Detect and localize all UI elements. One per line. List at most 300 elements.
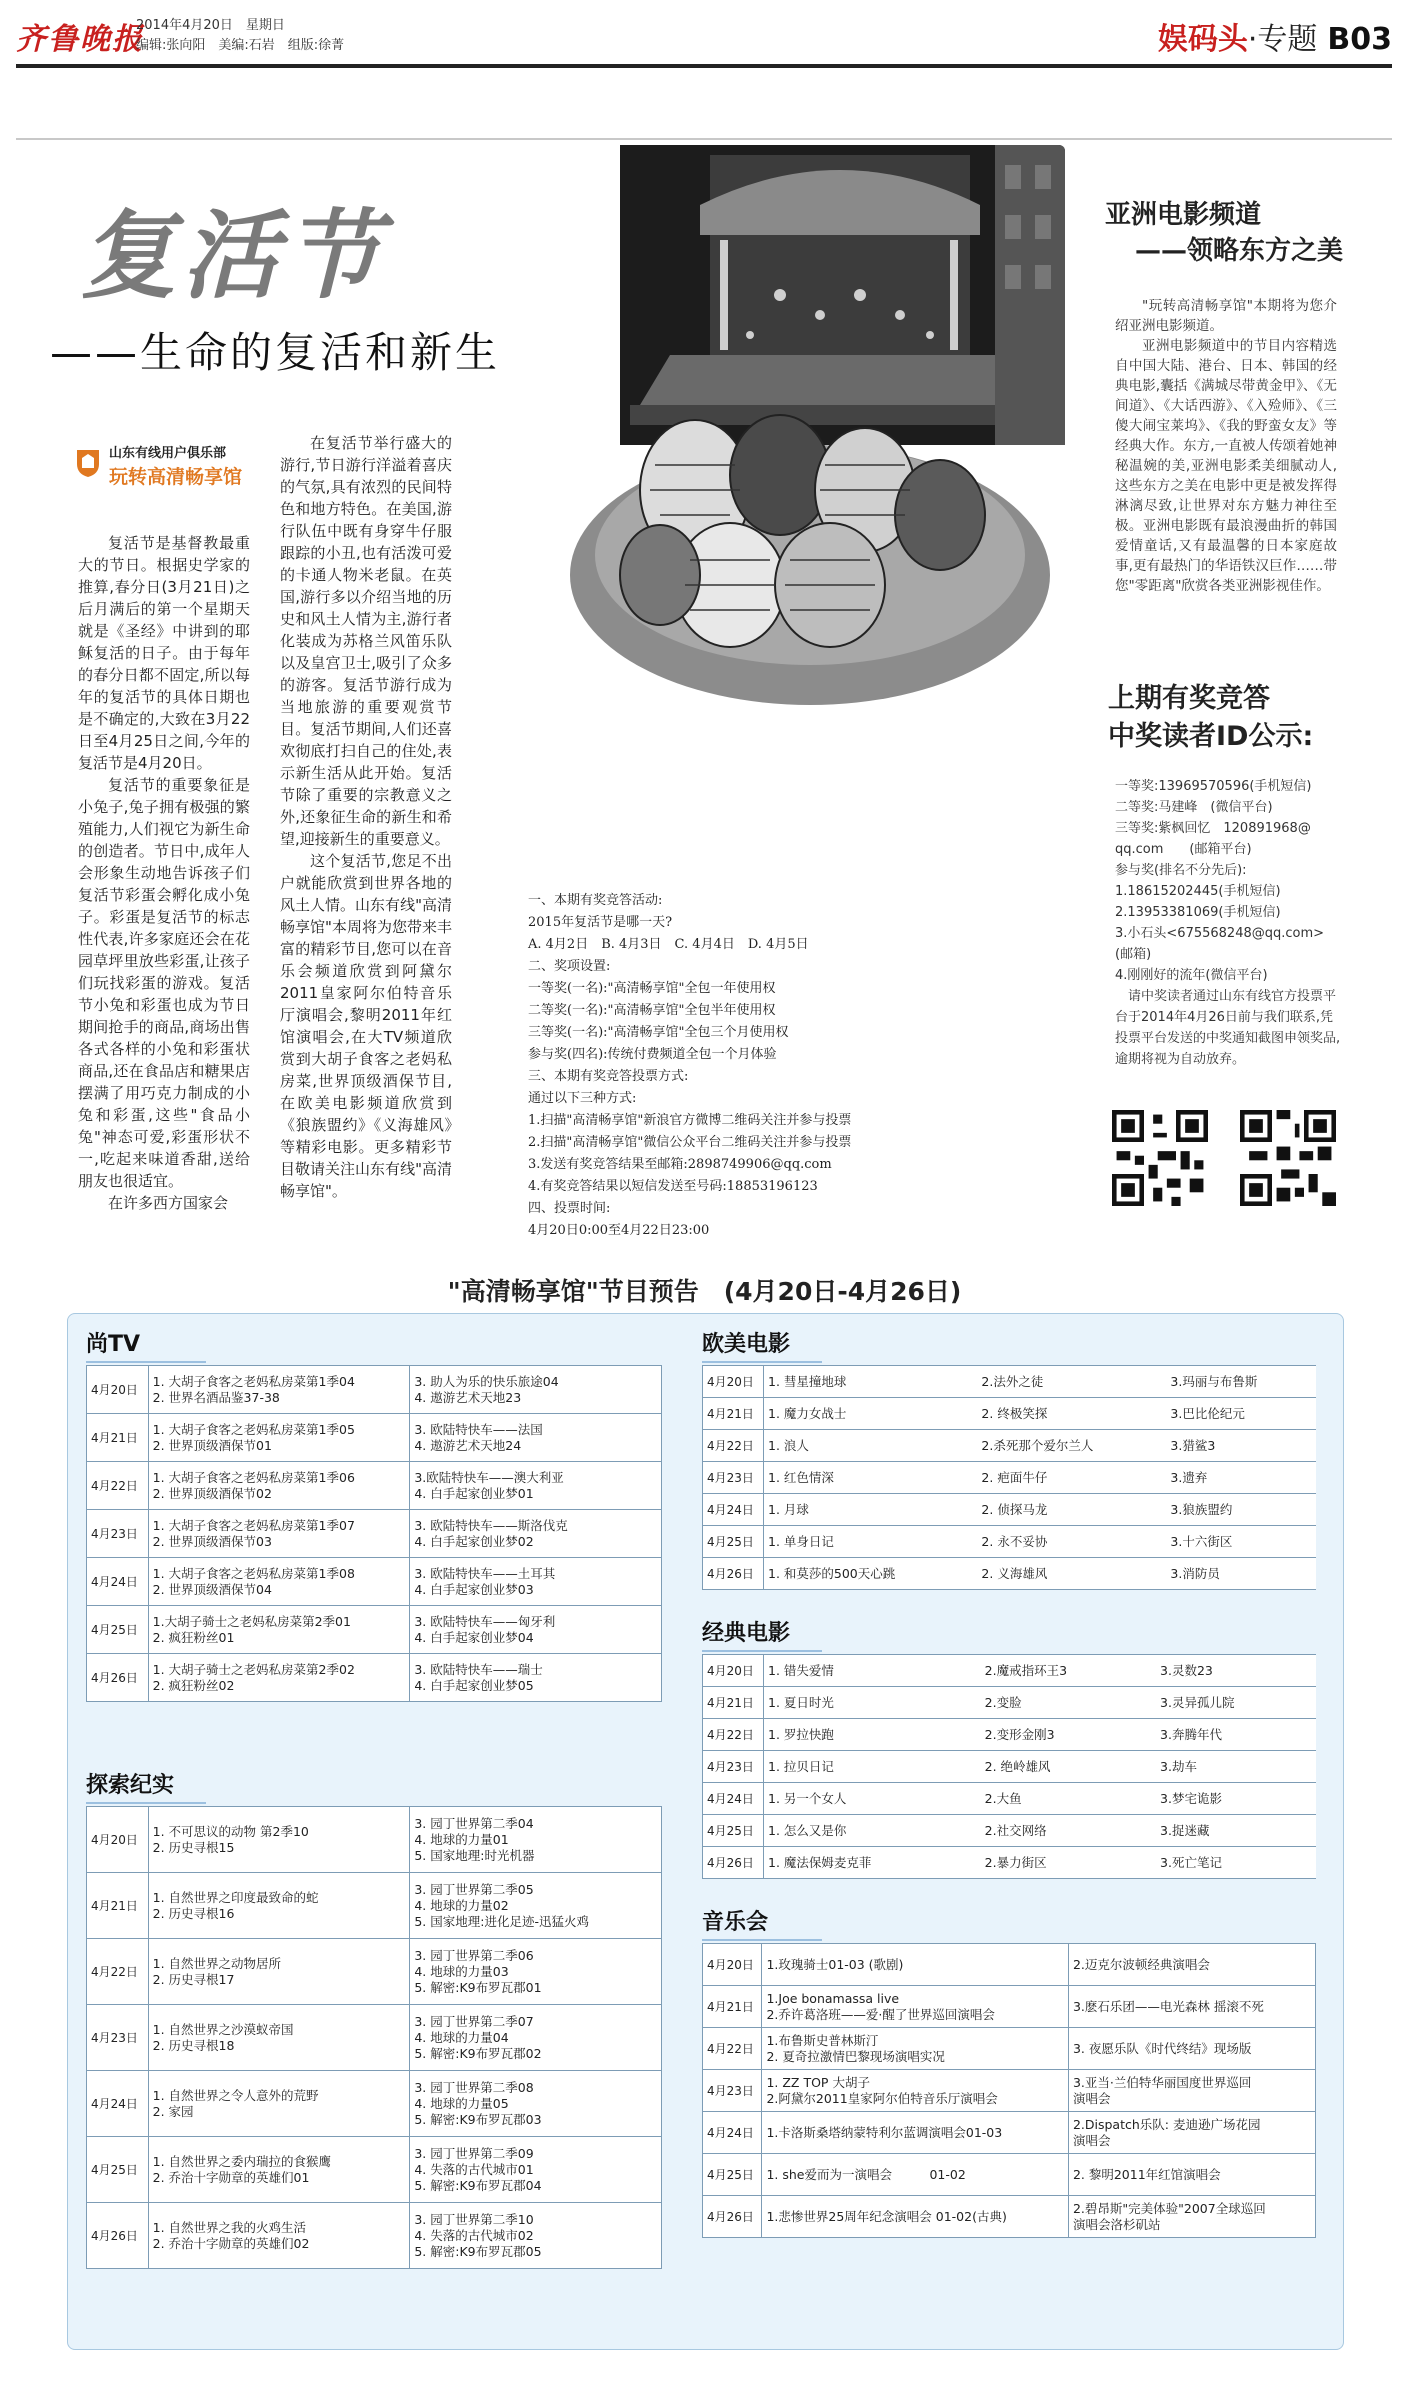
table-row <box>87 1939 662 2005</box>
schedule-cell <box>148 2005 410 2071</box>
schedule-date: 4月24日 <box>87 1558 149 1606</box>
schedule-date: 4月20日 <box>703 1944 762 1986</box>
program-item: 4. 地球的力量03 <box>414 1963 509 1979</box>
schedule-cell <box>148 2071 410 2137</box>
schedule-cell <box>410 1510 662 1558</box>
program-item: 2. 历史寻根17 <box>152 1971 235 1987</box>
schedule-cell <box>148 1873 410 1939</box>
program-item: 2.变形金刚3 <box>981 1719 1156 1751</box>
schedule-cell <box>148 1939 410 2005</box>
program-item: 1.Joe bonamassa live <box>766 1990 900 2006</box>
table-row <box>703 1462 1317 1494</box>
winner-line: 4.刚刚好的流年(微信平台) <box>1115 968 1268 983</box>
program-item: 3. 园丁世界第二季10 <box>414 2211 534 2227</box>
contest-line: A. 4月2日 B. 4月3日 C. 4月4日 D. 4月5日 <box>528 937 809 952</box>
table-row <box>87 1807 662 1873</box>
schedule-cell <box>148 1654 410 1702</box>
schedule-date: 4月20日 <box>87 1366 149 1414</box>
schedule-cell <box>1068 2154 1315 2196</box>
schedule-table-classic-films <box>702 1654 1316 1879</box>
schedule-table-western-films <box>702 1365 1316 1590</box>
program-item: 5. 解密:K9布罗瓦郡02 <box>414 2045 542 2061</box>
schedule-date: 4月24日 <box>703 2112 762 2154</box>
program-item: 1.大胡子骑士之老妈私房菜第2季01 <box>152 1613 351 1629</box>
program-item: 4. 失落的古代城市01 <box>414 2161 534 2177</box>
table-row <box>703 1944 1316 1986</box>
schedule-cell <box>148 1462 410 1510</box>
schedule-cell <box>148 1558 410 1606</box>
program-item: 2.阿黛尔2011皇家阿尔伯特音乐厅演唱会 <box>766 2090 998 2106</box>
program-item: 3. 欧陆特快车——瑞士 <box>414 1661 543 1677</box>
program-item: 3.猎鲨3 <box>1166 1430 1316 1462</box>
article-column-1 <box>78 532 250 1214</box>
contest-line: 四、投票时间: <box>528 1201 611 1216</box>
article-paragraph: 复活节的重要象征是小兔子,兔子拥有极强的繁殖能力,人们视它为新生命的创造者。节日中,成年人会形象生动地告诉孩子们复活节彩蛋会孵化成小兔子。彩蛋是复活节的标志性代表,许多家庭还会在花园草坪里放些彩蛋,让孩子们玩找彩蛋的游戏。复活节小兔和彩蛋也成为节日期间抢手的商品,商场出售各式各样的小兔和彩蛋状商品,还在食品店和糖果店摆满了用巧克力制成的小兔和彩蛋,这些"食品小兔"神态可爱,彩蛋形状不一,吃起来味道香甜,送给朋友也很适宜。 <box>78 776 250 1190</box>
program-item: 3. 园丁世界第二季04 <box>414 1815 534 1831</box>
schedule-cell <box>762 2028 1069 2070</box>
program-item: 2. 黎明2011年红馆演唱会 <box>1072 2166 1221 2182</box>
category-documentary: 探索纪实 <box>86 1768 174 1799</box>
program-item: 3.死亡笔记 <box>1156 1847 1316 1879</box>
category-western-films: 欧美电影 <box>702 1327 790 1358</box>
program-item: 2. 乔治十字勋章的英雄们01 <box>152 2169 310 2185</box>
schedule-date: 4月20日 <box>703 1366 764 1398</box>
program-item: 演唱会 <box>1072 2132 1111 2148</box>
schedule-date: 4月23日 <box>87 2005 149 2071</box>
table-row <box>87 1873 662 1939</box>
club-name: 山东有线用户俱乐部 <box>109 446 227 461</box>
schedule-cell <box>762 2112 1069 2154</box>
article-column-2 <box>280 432 452 1202</box>
table-row <box>703 1494 1317 1526</box>
program-item: 1. 罗拉快跑 <box>764 1719 981 1751</box>
winners-list <box>1115 776 1343 1070</box>
program-item: 1. 大胡子食客之老妈私房菜第1季07 <box>152 1517 355 1533</box>
sidebar-paragraph: 亚洲电影频道中的节目内容精选自中国大陆、港台、日本、韩国的经典电影,囊括《满城尽带黄金甲》、《无间道》、《大话西游》、《入殓师》、《三傻大闹宝莱坞》、《我的野蛮女友》等经典大作。东方,一直被人传颂着她神秘温婉的美,亚洲电影柔美细腻动人,这些东方之美在电影中更是被发挥得淋漓尽致,让世界对东方魅力神往至极。亚洲电影既有最浪漫曲折的韩国爱情童话,又有最温馨的日本家庭故事,更有最热门的华语铁汉巨作……带您"零距离"欣赏各类亚洲影视佳作。 <box>1115 338 1337 594</box>
header-rule <box>16 64 1392 68</box>
schedule-cell <box>148 1510 410 1558</box>
program-item: 2.社交网络 <box>981 1815 1156 1847</box>
program-item: 3. 助人为乐的快乐旅途04 <box>414 1373 559 1389</box>
program-item: 1. 魔力女战士 <box>764 1398 978 1430</box>
table-row <box>703 2112 1316 2154</box>
program-item: 4. 白手起家创业梦03 <box>414 1581 534 1597</box>
table-row <box>87 1462 662 1510</box>
program-item: 1. 大胡子食客之老妈私房菜第1季05 <box>152 1421 355 1437</box>
schedule-cell <box>410 1606 662 1654</box>
program-item: 2. 世界名酒品鉴37-38 <box>152 1389 280 1405</box>
sidebar-title <box>1105 197 1343 269</box>
schedule-title: "高清畅享馆"节目预告 (4月20日-4月26日) <box>447 1277 962 1306</box>
schedule-date: 4月24日 <box>703 1494 764 1526</box>
program-item: 4. 地球的力量01 <box>414 1831 509 1847</box>
table-row <box>703 2196 1316 2238</box>
program-item: 3.捉迷藏 <box>1156 1815 1316 1847</box>
table-row <box>703 2070 1316 2112</box>
schedule-cell <box>410 1807 662 1873</box>
program-item: 4. 白手起家创业梦01 <box>414 1485 534 1501</box>
table-row <box>703 1687 1317 1719</box>
program-item: 1. 和莫莎的500天心跳 <box>764 1558 978 1590</box>
winners-title-line: 上期有奖竞答 <box>1108 683 1270 714</box>
program-item: 1. 彗星撞地球 <box>764 1366 978 1398</box>
page-header <box>16 14 1392 64</box>
program-item: 3. 欧陆特快车——法国 <box>414 1421 543 1437</box>
program-item: 4. 地球的力量04 <box>414 2029 509 2045</box>
section-name: 娱码头 <box>1157 22 1248 57</box>
program-item: 2. 疤面牛仔 <box>977 1462 1166 1494</box>
schedule-date: 4月22日 <box>703 1719 764 1751</box>
schedule-cell <box>410 2005 662 2071</box>
program-item: 1. 大胡子食客之老妈私房菜第1季06 <box>152 1469 355 1485</box>
program-item: 1. 单身日记 <box>764 1526 978 1558</box>
schedule-date: 4月25日 <box>87 1606 149 1654</box>
schedule-cell <box>410 1873 662 1939</box>
winner-line: 2.13953381069(手机短信) <box>1115 905 1281 920</box>
program-item: 2. 永不妥协 <box>977 1526 1166 1558</box>
schedule-cell <box>1068 1944 1315 1986</box>
program-item: 3. 欧陆特快车——斯洛伐克 <box>414 1517 568 1533</box>
program-item: 5. 国家地理:进化足迹-迅猛火鸡 <box>414 1913 589 1929</box>
program-item: 1. 大胡子骑士之老妈私房菜第2季02 <box>152 1661 355 1677</box>
page-code: B03 <box>1327 22 1392 57</box>
program-item: 2.Dispatch乐队: 麦迪逊广场花园 <box>1072 2116 1261 2132</box>
category-shang-tv: 尚TV <box>86 1327 140 1358</box>
program-item: 2.变脸 <box>981 1687 1156 1719</box>
schedule-date: 4月24日 <box>87 2071 149 2137</box>
schedule-date: 4月22日 <box>703 1430 764 1462</box>
program-item: 2.法外之徒 <box>977 1366 1166 1398</box>
program-item: 3.灵数23 <box>1156 1655 1316 1687</box>
program-item: 3.灵异孤儿院 <box>1156 1687 1316 1719</box>
program-item: 3.玛丽与布鲁斯 <box>1166 1366 1316 1398</box>
schedule-date: 4月25日 <box>703 1815 764 1847</box>
schedule-cell <box>410 2137 662 2203</box>
table-row <box>703 2028 1316 2070</box>
schedule-cell <box>762 2154 1069 2196</box>
table-row <box>703 1398 1317 1430</box>
winners-title-line: 中奖读者ID公示: <box>1108 721 1314 752</box>
table-row <box>703 1655 1317 1687</box>
schedule-table-shang-tv <box>86 1365 662 1702</box>
table-row <box>87 2137 662 2203</box>
winner-notice: 请中奖读者通过山东有线官方投票平台于2014年4月26日前与我们联系,凭投票平台发送的中奖通知截图申领奖品,逾期将视为自动放弃。 <box>1115 989 1341 1067</box>
schedule-cell <box>410 2203 662 2269</box>
program-item: 3.巴比伦纪元 <box>1166 1398 1316 1430</box>
contest-line: 2.扫描"高清畅享馆"微信公众平台二维码关注并参与投票 <box>528 1135 852 1150</box>
winner-line: 三等奖:紫枫回忆 120891968@ <box>1115 821 1311 836</box>
program-item: 4. 白手起家创业梦05 <box>414 1677 534 1693</box>
program-item: 4. 失落的古代城市02 <box>414 2227 534 2243</box>
schedule-date: 4月21日 <box>703 1687 764 1719</box>
divider-rule <box>16 138 1392 140</box>
program-item: 3. 园丁世界第二季08 <box>414 2079 534 2095</box>
winner-line: 二等奖:马建峰 (微信平台) <box>1115 800 1273 815</box>
program-item: 5. 解密:K9布罗瓦郡04 <box>414 2177 542 2193</box>
schedule-date: 4月26日 <box>703 2196 762 2238</box>
winner-line: 3.小石头<675568248@qq.com> <box>1115 926 1325 941</box>
feature-subtitle: ——生命的复活和新生 <box>50 328 501 377</box>
header-info <box>136 16 344 56</box>
program-item: 1.玫瑰骑士01-03 (歌剧) <box>766 1956 904 1972</box>
program-item: 1. 自然世界之我的火鸡生活 <box>152 2219 307 2235</box>
schedule-cell <box>148 1414 410 1462</box>
schedule-cell <box>148 2137 410 2203</box>
section-sub: ·专题 <box>1247 22 1318 57</box>
program-item: 5. 解密:K9布罗瓦郡01 <box>414 1979 542 1995</box>
club-column-name: 玩转高清畅享馆 <box>109 466 243 488</box>
schedule-date: 4月22日 <box>703 2028 762 2070</box>
program-item: 1. 拉贝日记 <box>764 1751 981 1783</box>
program-item: 3. 园丁世界第二季09 <box>414 2145 534 2161</box>
schedule-cell <box>148 1807 410 1873</box>
schedule-date: 4月23日 <box>87 1510 149 1558</box>
program-item: 3.十六街区 <box>1166 1526 1316 1558</box>
club-badge <box>75 440 265 492</box>
program-item: 5. 解密:K9布罗瓦郡05 <box>414 2243 542 2259</box>
table-row <box>87 1654 662 1702</box>
article-paragraph: 这个复活节,您足不出户就能欣赏到世界各地的风土人情。山东有线"高清畅享馆"本周将为您带来丰富的精彩节目,您可以在音乐会频道欣赏到阿黛尔2011皇家阿尔伯特音乐厅演唱会,黎明2011年红馆演唱会,在大TV频道欣赏到大胡子食客之老妈私房菜,世界顶级酒保节目,在欧美电影频道欣赏到《狼族盟约》《义海雄风》等精彩电影。更多精彩节目敬请关注山东有线"高清畅享馆"。 <box>280 852 452 1200</box>
program-item: 4. 地球的力量05 <box>414 2095 509 2111</box>
winner-line: 参与奖(排名不分先后): <box>1115 863 1247 878</box>
category-concerts: 音乐会 <box>702 1905 768 1936</box>
schedule-date: 4月21日 <box>87 1873 149 1939</box>
program-item: 1. 自然世界之动物居所 <box>152 1955 282 1971</box>
schedule-date: 4月23日 <box>703 2070 762 2112</box>
program-item: 1. 另一个女人 <box>764 1783 981 1815</box>
table-row <box>703 1751 1317 1783</box>
contest-line: 二、奖项设置: <box>528 959 611 974</box>
schedule-cell <box>1068 1986 1315 2028</box>
program-item: 2. 义海雄风 <box>977 1558 1166 1590</box>
schedule-cell <box>148 1366 410 1414</box>
schedule-table-documentary <box>86 1806 662 2269</box>
program-item: 2.杀死那个爱尔兰人 <box>977 1430 1166 1462</box>
header-date: 2014年4月20日 星期日 <box>136 18 285 33</box>
table-row <box>87 2005 662 2071</box>
contest-line: 三、本期有奖竞答投票方式: <box>528 1069 689 1084</box>
program-item: 1.布鲁斯史普林斯汀 <box>766 2032 879 2048</box>
winner-line: 一等奖:13969570596(手机短信) <box>1115 779 1312 794</box>
table-row <box>703 1526 1317 1558</box>
schedule-date: 4月25日 <box>703 2154 762 2196</box>
schedule-date: 4月23日 <box>703 1462 764 1494</box>
program-item: 1. 自然世界之令人意外的荒野 <box>152 2087 319 2103</box>
program-item: 3. 夜愿乐队《时代终结》现场版 <box>1072 2040 1252 2056</box>
table-row <box>703 1558 1317 1590</box>
winner-line: 1.18615202445(手机短信) <box>1115 884 1281 899</box>
program-item: 3. 园丁世界第二季06 <box>414 1947 534 1963</box>
program-item: 1.悲惨世界25周年纪念演唱会 01-02(古典) <box>766 2208 1007 2224</box>
program-item: 3. 欧陆特快车——土耳其 <box>414 1565 556 1581</box>
table-row <box>87 1414 662 1462</box>
table-row <box>703 2154 1316 2196</box>
header-editors: 编辑:张向阳 美编:石岩 组版:徐菁 <box>136 38 345 53</box>
program-item: 2.大鱼 <box>981 1783 1156 1815</box>
schedule-cell <box>1068 2196 1315 2238</box>
program-item: 3. 欧陆特快车——匈牙利 <box>414 1613 556 1629</box>
contest-line: 二等奖(一名):"高清畅享馆"全包半年使用权 <box>528 1003 776 1018</box>
program-item: 1.卡洛斯桑塔纳蒙特利尔蓝调演唱会01-03 <box>766 2124 1003 2140</box>
program-item: 3.梦宅诡影 <box>1156 1783 1316 1815</box>
program-item: 3.奔腾年代 <box>1156 1719 1316 1751</box>
program-item: 1. 不可思议的动物 第2季10 <box>152 1823 309 1839</box>
schedule-date: 4月21日 <box>87 1414 149 1462</box>
sidebar-title-sub: ——领略东方之美 <box>1135 236 1344 266</box>
category-classic-films: 经典电影 <box>702 1616 790 1647</box>
program-item: 3.狼族盟约 <box>1166 1494 1316 1526</box>
schedule-cell <box>410 1939 662 2005</box>
program-item: 2. 世界顶级酒保节02 <box>152 1485 272 1501</box>
program-item: 2.碧昂斯"完美体验"2007全球巡回 <box>1072 2200 1266 2216</box>
schedule-date: 4月22日 <box>87 1939 149 2005</box>
winner-line: (邮箱) <box>1115 947 1152 962</box>
schedule-date: 4月25日 <box>703 1526 764 1558</box>
program-item: 3.亚当·兰伯特华丽国度世界巡回 <box>1072 2074 1252 2090</box>
contest-line: 1.扫描"高清畅享馆"新浪官方微博二维码关注并参与投票 <box>528 1113 852 1128</box>
article-paragraph: 在复活节举行盛大的游行,节日游行洋溢着喜庆的气氛,具有浓烈的民间特色和地方特色。在美国,游行队伍中既有身穿牛仔服跟踪的小丑,也有活泼可爱的卡通人物米老鼠。在英国,游行多以介绍当地的历史和风土人情为主,游行者化装成为苏格兰风笛乐队以及皇宫卫士,吸引了众多的游客。复活节游行成为当地旅游的重要观赏节目。复活节期间,人们还喜欢彻底打扫自己的住处,表示新生活从此开始。复活节除了重要的宗教意义之外,还象征生命的新生和希望,迎接新生的重要意义。 <box>280 434 452 848</box>
program-item: 3.消防员 <box>1166 1558 1316 1590</box>
article-paragraph: 复活节是基督教最重大的节日。根据史学家的推算,春分日(3月21日)之后月满后的第一个星期天就是《圣经》中讲到的耶稣复活的日子。由于每年的春分日都不固定,所以每年的复活节的具体日期也是不确定的,大致在3月22日至4月25日之间,今年的复活节是4月20日。 <box>78 534 250 772</box>
program-item: 2.乔许葛洛班——爱·醒了世界巡回演唱会 <box>766 2006 995 2022</box>
table-row <box>703 1719 1317 1751</box>
program-item: 4. 遨游艺术天地23 <box>414 1389 522 1405</box>
program-item: 1. 自然世界之印度最致命的蛇 <box>152 1889 319 1905</box>
qr-code-weibo[interactable] <box>1112 1110 1208 1206</box>
schedule-date: 4月23日 <box>703 1751 764 1783</box>
schedule-date: 4月21日 <box>703 1398 764 1430</box>
schedule-date: 4月25日 <box>87 2137 149 2203</box>
winner-line: qq.com (邮箱平台) <box>1115 842 1252 857</box>
program-item: 演唱会 <box>1072 2090 1111 2106</box>
program-item: 1. 错失爱情 <box>764 1655 981 1687</box>
contest-line: 通过以下三种方式: <box>528 1091 637 1106</box>
program-item: 1. 月球 <box>764 1494 978 1526</box>
program-item: 3. 园丁世界第二季05 <box>414 1881 534 1897</box>
club-logo-icon <box>75 446 101 478</box>
schedule-date: 4月26日 <box>703 1558 764 1590</box>
sidebar-paragraph: "玩转高清畅享馆"本期将为您介绍亚洲电影频道。 <box>1115 298 1337 334</box>
schedule-date: 4月22日 <box>87 1462 149 1510</box>
schedule-cell <box>762 2070 1069 2112</box>
schedule-cell <box>148 1606 410 1654</box>
program-item: 2. 疯狂粉丝02 <box>152 1677 235 1693</box>
program-item: 3.遗弃 <box>1166 1462 1316 1494</box>
schedule-cell <box>410 1414 662 1462</box>
contest-line: 2015年复活节是哪一天? <box>528 915 673 930</box>
schedule-cell <box>1068 2028 1315 2070</box>
program-item: 5. 解密:K9布罗瓦郡03 <box>414 2111 542 2127</box>
program-item: 4. 白手起家创业梦02 <box>414 1533 534 1549</box>
table-row <box>703 1366 1317 1398</box>
program-item: 4. 地球的力量02 <box>414 1897 509 1913</box>
contest-line: 一等奖(一名):"高清畅享馆"全包一年使用权 <box>528 981 776 996</box>
program-item: 2. 夏奇拉激情巴黎现场演唱实况 <box>766 2048 945 2064</box>
program-item: 演唱会洛杉矶站 <box>1072 2216 1161 2232</box>
program-item: 4. 遨游艺术天地24 <box>414 1437 522 1453</box>
schedule-cell <box>148 2203 410 2269</box>
program-item: 2. 家园 <box>152 2103 194 2119</box>
program-item: 2.迈克尔波顿经典演唱会 <box>1072 1956 1210 1972</box>
schedule-date: 4月26日 <box>87 2203 149 2269</box>
program-item: 1. 自然世界之沙漠蚁帝国 <box>152 2021 294 2037</box>
table-row <box>703 1430 1317 1462</box>
schedule-cell <box>410 1558 662 1606</box>
sidebar-body <box>1115 296 1337 596</box>
program-item: 1. 大胡子食客之老妈私房菜第1季08 <box>152 1565 355 1581</box>
program-item: 2. 历史寻根16 <box>152 1905 235 1921</box>
schedule-cell <box>1068 2070 1315 2112</box>
schedule-cell <box>410 2071 662 2137</box>
schedule-date: 4月26日 <box>87 1654 149 1702</box>
schedule-table-concerts <box>702 1943 1316 2238</box>
table-row <box>87 2071 662 2137</box>
table-row <box>87 1366 662 1414</box>
program-item: 1. 自然世界之委内瑞拉的食猴鹰 <box>152 2153 332 2169</box>
schedule-date: 4月26日 <box>703 1847 764 1879</box>
table-row <box>703 1815 1317 1847</box>
program-item: 2. 历史寻根18 <box>152 2037 235 2053</box>
table-row <box>703 1986 1316 2028</box>
schedule-cell <box>1068 2112 1315 2154</box>
schedule-date: 4月20日 <box>703 1655 764 1687</box>
contest-line: 4月20日0:00至4月22日23:00 <box>528 1223 710 1238</box>
program-item: 2. 终极笑探 <box>977 1398 1166 1430</box>
program-item: 1. 红色情深 <box>764 1462 978 1494</box>
program-item: 1. ZZ TOP 大胡子 <box>766 2074 870 2090</box>
program-item: 1. 魔法保姆麦克菲 <box>764 1847 981 1879</box>
program-item: 2. 侦探马龙 <box>977 1494 1166 1526</box>
program-item: 3.麽石乐团——电光森林 摇滚不死 <box>1072 1998 1264 2014</box>
schedule-cell <box>410 1366 662 1414</box>
schedule-cell <box>762 1986 1069 2028</box>
masthead-logo: 齐鲁晚报 <box>16 22 144 57</box>
program-item: 3.欧陆特快车——澳大利亚 <box>414 1469 564 1485</box>
program-item: 2. 历史寻根15 <box>152 1839 235 1855</box>
program-item: 2. 世界顶级酒保节03 <box>152 1533 272 1549</box>
program-item: 4. 白手起家创业梦04 <box>414 1629 534 1645</box>
schedule-cell <box>762 2196 1069 2238</box>
table-row <box>87 1558 662 1606</box>
program-item: 3. 园丁世界第二季07 <box>414 2013 534 2029</box>
article-paragraph: 在许多西方国家会 <box>108 1194 229 1212</box>
qr-code-wechat[interactable] <box>1240 1110 1336 1206</box>
winners-title <box>1108 680 1313 756</box>
schedule-cell <box>410 1462 662 1510</box>
table-row <box>703 1847 1317 1879</box>
contest-info <box>528 890 1068 1242</box>
program-item: 2.魔戒指环王3 <box>981 1655 1156 1687</box>
program-item: 1. 大胡子食客之老妈私房菜第1季04 <box>152 1373 355 1389</box>
sidebar-title-main: 亚洲电影频道 <box>1105 200 1262 230</box>
program-item: 1. 夏日时光 <box>764 1687 981 1719</box>
program-item: 2. 世界顶级酒保节01 <box>152 1437 272 1453</box>
program-item: 1. 浪人 <box>764 1430 978 1462</box>
program-item: 2. 绝岭雄风 <box>981 1751 1156 1783</box>
program-item: 3.劫车 <box>1156 1751 1316 1783</box>
contest-line: 三等奖(一名):"高清畅享馆"全包三个月使用权 <box>528 1025 789 1040</box>
program-item: 2. 世界顶级酒保节04 <box>152 1581 272 1597</box>
table-row <box>703 1783 1317 1815</box>
schedule-date: 4月24日 <box>703 1783 764 1815</box>
contest-line: 3.发送有奖竞答结果至邮箱:2898749906@qq.com <box>528 1157 832 1172</box>
program-item: 1. she爱而为一演唱会 01-02 <box>766 2166 966 2182</box>
contest-line: 参与奖(四名):传统付费频道全包一个月体验 <box>528 1047 777 1062</box>
schedule-date: 4月21日 <box>703 1986 762 2028</box>
program-item: 2. 乔治十字勋章的英雄们02 <box>152 2235 310 2251</box>
schedule-date: 4月20日 <box>87 1807 149 1873</box>
schedule-cell <box>762 1944 1069 1986</box>
